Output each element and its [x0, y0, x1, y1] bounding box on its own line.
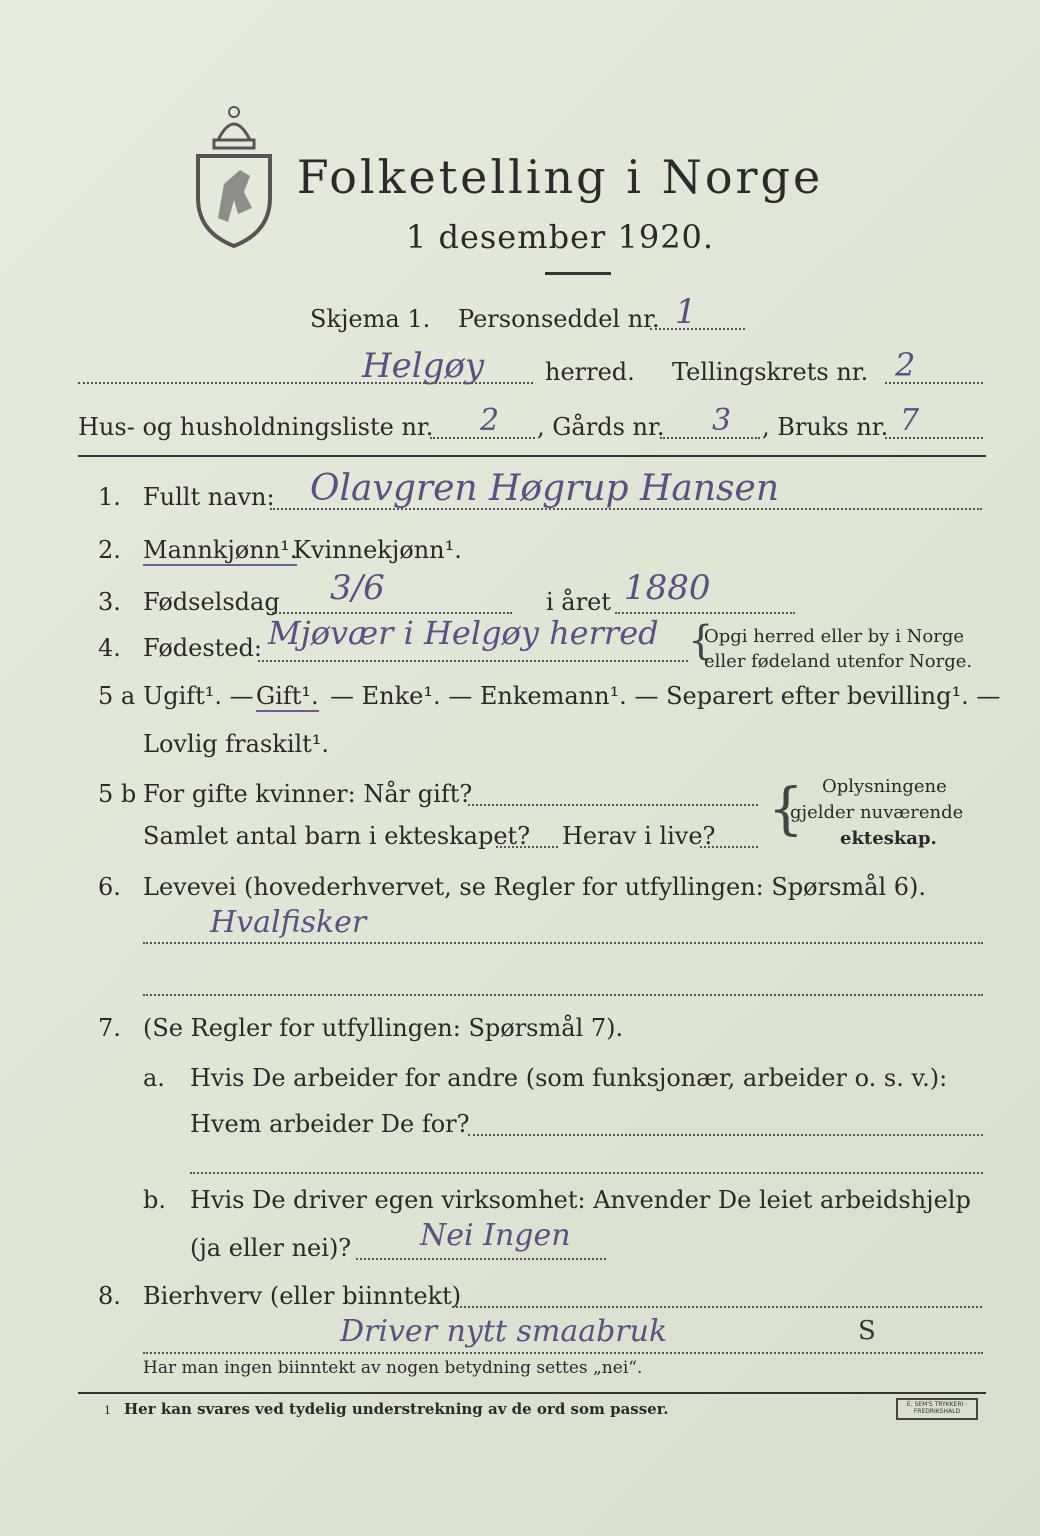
- q7b-label: Hvis De driver egen virksomhet: Anvender De leiet arbeidshjelp: [190, 1186, 971, 1214]
- footnote-mark: 1: [104, 1404, 111, 1417]
- side-income-note: Har man ingen biinntekt av nogen betydning settes „nei“.: [143, 1358, 643, 1378]
- side-income-label: Bierhverv (eller biinntekt): [143, 1282, 462, 1310]
- q1-label: Fullt navn:: [143, 483, 275, 511]
- brace-icon-2: {: [768, 777, 804, 842]
- birth-year-label: i året: [546, 588, 611, 616]
- header-rule: [78, 455, 986, 457]
- marriage-note-3: ekteskap.: [840, 828, 937, 849]
- birthplace-label: Fødested:: [143, 634, 262, 662]
- occupation-line-1: [143, 942, 983, 944]
- gards-line: [660, 437, 760, 439]
- q7-label: (Se Regler for utfyllingen: Spørsmål 7).: [143, 1014, 624, 1042]
- q8-number: 8.: [98, 1282, 121, 1310]
- personseddel-value: 1: [675, 292, 697, 332]
- q3-number: 3.: [98, 588, 121, 616]
- children-alive-line: [700, 846, 758, 848]
- occupation-label: Levevei (hovederhvervet, se Regler for utfyllingen: Spørsmål 6).: [143, 873, 927, 901]
- form-title: Folketelling i Norge: [296, 150, 824, 204]
- bruks-label: , Bruks nr.: [762, 413, 889, 441]
- side-income-value: Driver nytt smaabruk: [340, 1314, 668, 1349]
- census-date: 1 desember 1920.: [405, 218, 715, 256]
- marriage-note-2: gjelder nuværende: [790, 802, 964, 823]
- gards-label: , Gårds nr.: [537, 413, 665, 441]
- q6-number: 6.: [98, 873, 121, 901]
- q5b-number: 5 b: [98, 780, 137, 808]
- unmarried-option: Ugift¹. —: [143, 682, 254, 710]
- q7a-label: Hvis De arbeider for andre (som funksjonær, arbeider o. s. v.):: [190, 1064, 948, 1092]
- hired-help-value: Nei Ingen: [420, 1218, 571, 1253]
- schema-label: Skjema 1.: [310, 305, 431, 333]
- herred-label: herred.: [545, 358, 635, 386]
- hired-help-label: (ja eller nei)?: [190, 1234, 352, 1262]
- married-when-label: For gifte kvinner: Når gift?: [143, 780, 473, 808]
- hired-help-line: [356, 1258, 606, 1260]
- hus-value: 2: [480, 403, 500, 438]
- occupation-value: Hvalfisker: [210, 905, 367, 940]
- footer-rule: [78, 1392, 986, 1394]
- birthday-value: 3/6: [330, 568, 385, 608]
- children-alive-label: Herav i live?: [562, 822, 716, 850]
- tellingskrets-label: Tellingskrets nr.: [672, 358, 869, 386]
- q7-number: 7.: [98, 1014, 121, 1042]
- full-name-value: Olavgren Høgrup Hansen: [310, 468, 780, 509]
- gards-value: 3: [712, 403, 732, 438]
- birthplace-note-2: eller fødeland utenfor Norge.: [704, 651, 973, 672]
- employer-line: [468, 1134, 983, 1136]
- printer-stamp: [896, 1398, 978, 1420]
- birthplace-note-1: Opgi herred eller by i Norge: [704, 626, 965, 647]
- female-option: Kvinnekjønn¹.: [293, 536, 462, 564]
- side-income-mark: S: [858, 1316, 876, 1346]
- title-divider: [545, 272, 611, 275]
- personseddel-label: Personseddel nr.: [458, 305, 660, 333]
- marital-options-rest: — Enke¹. — Enkemann¹. — Separert efter bevilling¹. —: [330, 682, 1001, 710]
- herred-value: Helgøy: [362, 346, 485, 386]
- children-count-line: [496, 846, 558, 848]
- birthplace-line: [258, 660, 688, 662]
- bruks-value: 7: [900, 403, 920, 438]
- birthplace-value: Mjøvær i Helgøy herred: [268, 614, 659, 652]
- employer-label: Hvem arbeider De for?: [190, 1110, 470, 1138]
- occupation-line-2: [143, 994, 983, 996]
- printer-stamp-text: E. SEM'S TRYKKERI · FREDRIKSHALD: [906, 1401, 968, 1415]
- birthday-label: Fødselsdag: [143, 588, 280, 616]
- married-when-line: [468, 804, 758, 806]
- male-option: Mannkjønn¹.: [143, 536, 298, 564]
- divorced-option: Lovlig fraskilt¹.: [143, 730, 330, 758]
- q5a-number: 5 a: [98, 682, 136, 710]
- side-income-line-2: [143, 1352, 983, 1354]
- q1-number: 1.: [98, 483, 121, 511]
- side-income-line: [452, 1306, 982, 1308]
- marriage-note-1: Oplysningene: [822, 776, 947, 797]
- footnote-text: Her kan svares ved tydelig understrekning av de ord som passer.: [124, 1400, 669, 1418]
- birth-year-value: 1880: [624, 568, 711, 608]
- employer-line-2: [190, 1172, 983, 1174]
- q7b-number: b.: [143, 1186, 166, 1214]
- q4-number: 4.: [98, 634, 121, 662]
- tellingskrets-value: 2: [895, 346, 916, 384]
- personseddel-line: [650, 328, 745, 330]
- brace-icon: {: [688, 618, 714, 664]
- q7a-number: a.: [143, 1064, 165, 1092]
- hus-label: Hus- og husholdningsliste nr.: [78, 413, 434, 441]
- children-count-label: Samlet antal barn i ekteskapet?: [143, 822, 531, 850]
- q2-number: 2.: [98, 536, 121, 564]
- married-option: Gift¹.: [256, 682, 319, 710]
